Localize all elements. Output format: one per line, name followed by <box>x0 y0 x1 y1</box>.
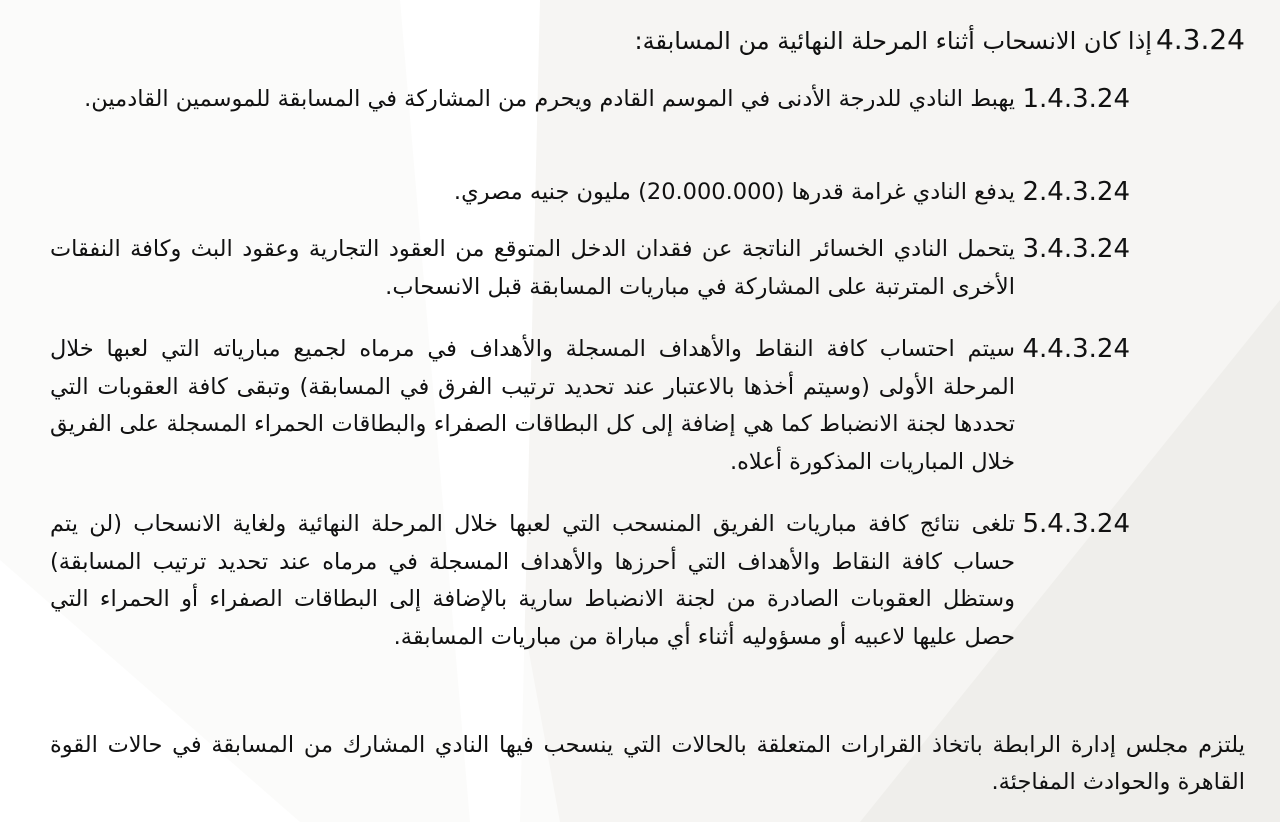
clause-text: يتحمل النادي الخسائر الناتجة عن فقدان الدخل المتوقع من العقود التجارية وعقود البث وكافة النفقات الأخرى المترتبة على المشاركة في مباريات المسابقة قبل الانسحاب. <box>50 236 1015 300</box>
clause-item <box>50 231 1130 306</box>
closing-paragraph: يلتزم مجلس إدارة الرابطة باتخاذ القرارات المتعلقة بالحالات التي ينسحب فيها النادي المشارك من المسابقة في حالات القوة القاهرة والحوادث المفاجئة. <box>50 732 1245 795</box>
clause-item <box>50 174 1130 212</box>
section-heading-text: إذا كان الانسحاب أثناء المرحلة النهائية من المسابقة: <box>634 27 1152 55</box>
clause-number: 5.4.3.24 <box>1022 509 1130 539</box>
clause-number: 4.4.3.24 <box>1022 334 1130 364</box>
clause-item <box>50 331 1130 481</box>
clause-text: تلغى نتائج كافة مباريات الفريق المنسحب التي لعبها خلال المرحلة النهائية ولغاية الانسحاب (لن يتم حساب كافة النقاط والأهداف التي أحرزها والأهداف المسجلة في مرماه عند تحديد ترتيب المسابقة) وستظل العقوبات الصادرة من لجنة الانضباط سارية بالإضافة إلى البطاقات الصفراء أو الحمراء التي حصل عليها لاعبيه أو مسؤوليه أثناء أي مباراة من مباريات المسابقة. <box>50 511 1015 650</box>
clause-text: يدفع النادي غرامة قدرها (20.000.000) مليون جنيه مصري. <box>453 179 1015 205</box>
clause-item <box>50 81 1130 119</box>
section-number: 4.3.24 <box>1155 23 1245 56</box>
clause-text: يهبط النادي للدرجة الأدنى في الموسم القادم ويحرم من المشاركة في المسابقة للموسمين القادمين. <box>84 86 1015 112</box>
section-heading <box>635 20 1246 61</box>
clause-item <box>50 506 1130 656</box>
clause-number: 1.4.3.24 <box>1022 84 1130 114</box>
clause-text: سيتم احتساب كافة النقاط والأهداف المسجلة والأهداف في مرماه لجميع مبارياته التي لعبها خلال المرحلة الأولى (وسيتم أخذها بالاعتبار عند تحديد ترتيب الفرق في المسابقة) وتبقى كافة العقوبات التي تحددها لجنة الانضباط كما هي إضافة إلى كل البطاقات الصفراء والبطاقات الحمراء المسجلة على الفريق خلال المباريات المذكورة أعلاه. <box>50 336 1015 475</box>
clause-number: 2.4.3.24 <box>1022 177 1130 207</box>
clause-number: 3.4.3.24 <box>1022 234 1130 264</box>
